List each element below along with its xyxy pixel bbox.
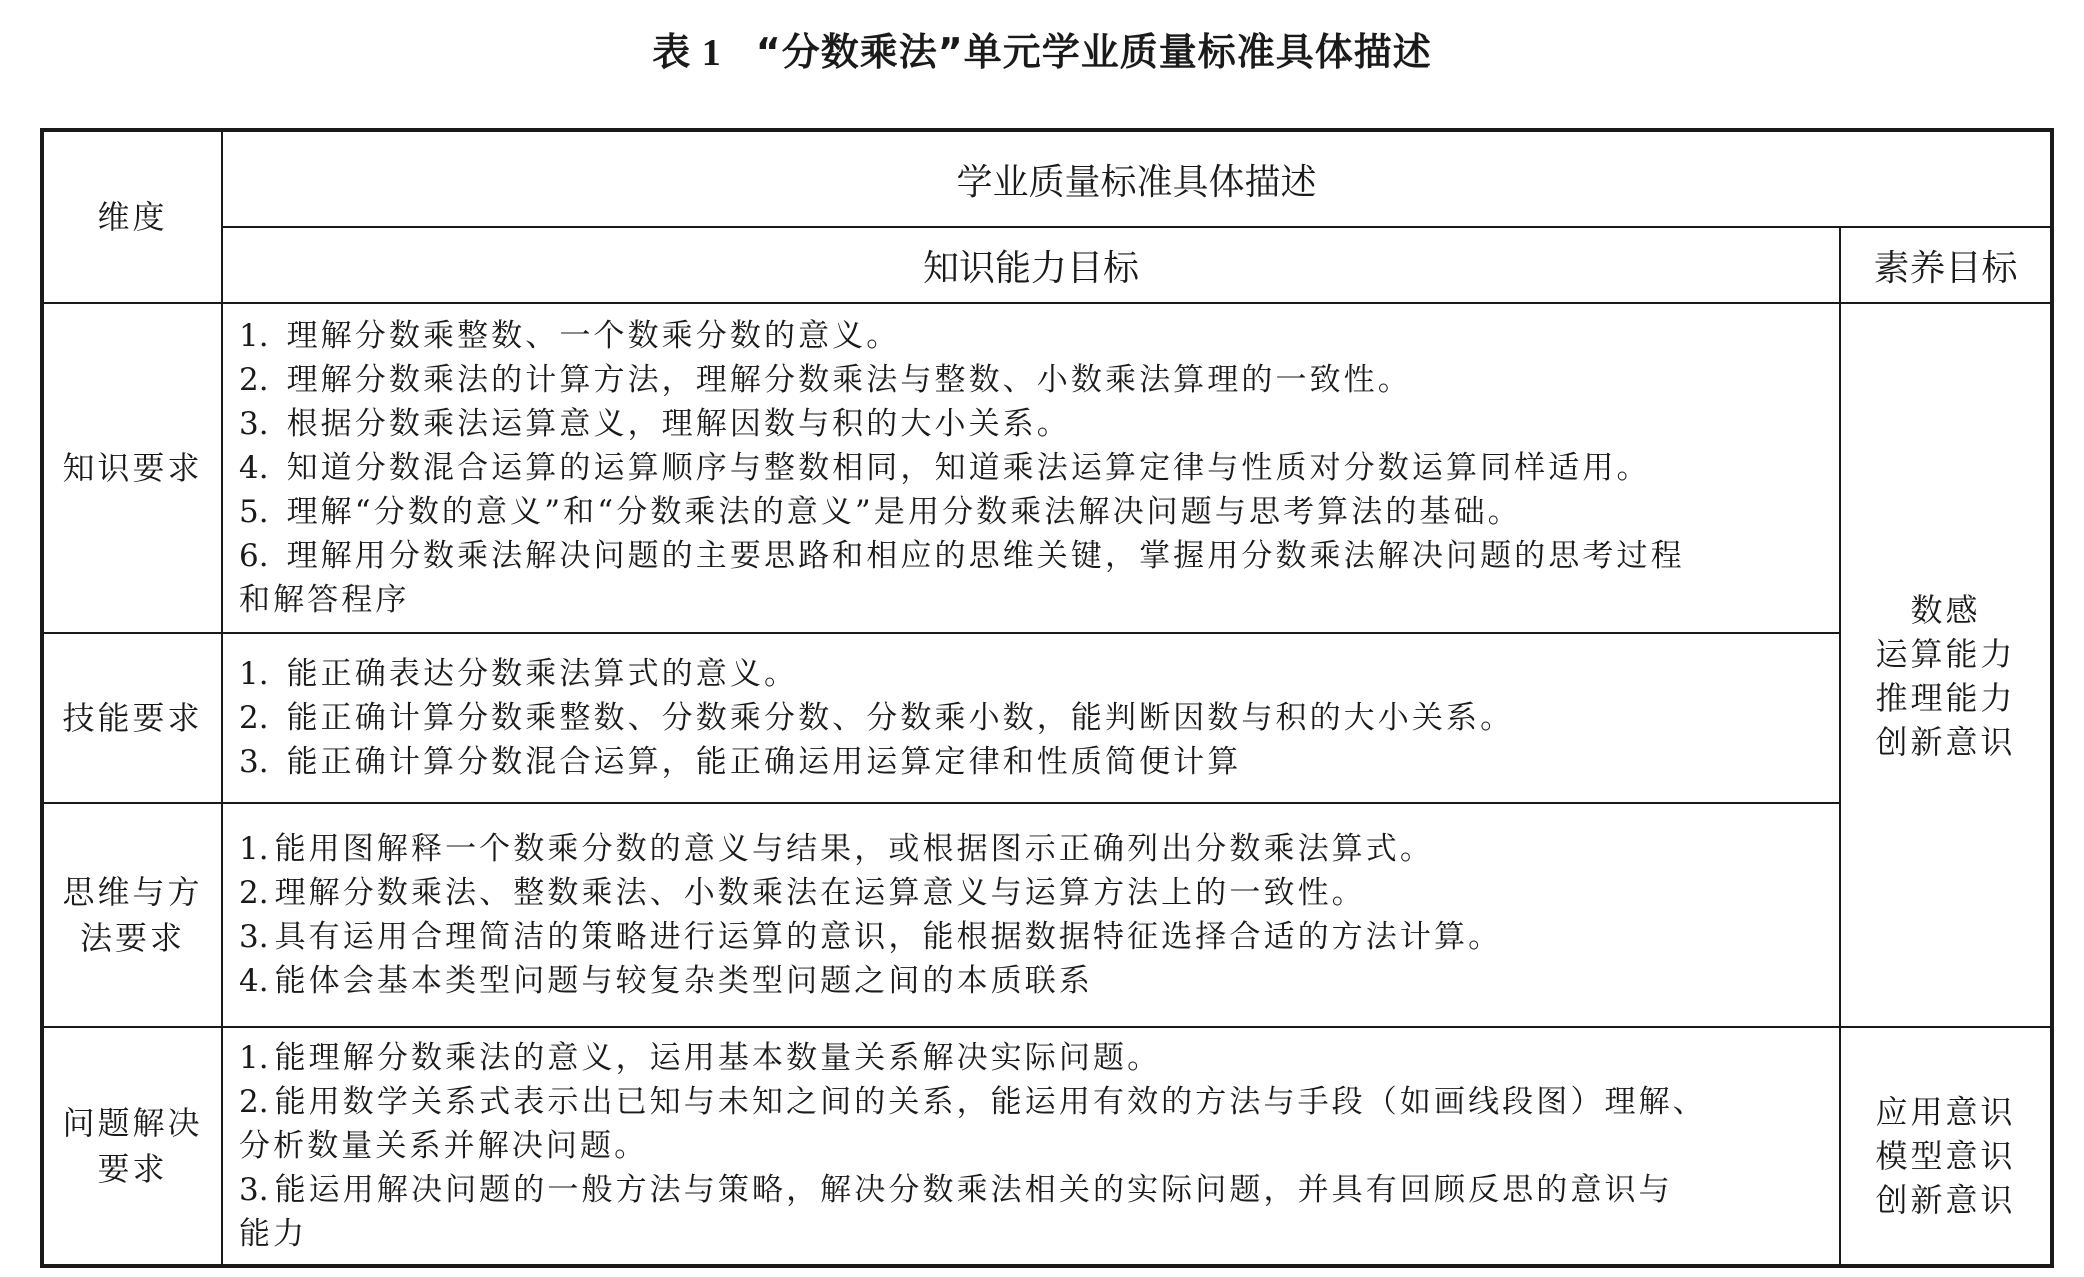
list-item-continuation: 能力 [239, 1215, 308, 1252]
list-item: 1. 能用图解释一个数乘分数的意义与结果，或根据图示正确列出分数乘法算式。 [239, 830, 1434, 867]
table-title: “分数乘法”单元学业质量标准具体描述 [755, 30, 1432, 74]
list-item: 3. 能正确计算分数混合运算，能正确运用运算定律和性质简便计算 [239, 743, 1242, 780]
list-item: 2. 理解分数乘法的计算方法，理解分数乘法与整数、小数乘法算理的一致性。 [239, 362, 1412, 399]
list-item: 4. 知道分数混合运算的运算顺序与整数相同，知道乘法运算定律与性质对分数运算同样适用。 [239, 450, 1651, 487]
literacy-goal: 创新意识 [1875, 722, 2016, 761]
table-number: 表 1 [652, 32, 722, 74]
dimension-label: 问题解决 [62, 1103, 203, 1142]
table-row-knowledge [42, 303, 2052, 633]
literacy-goal: 运算能力 [1875, 634, 2016, 673]
dimension-label: 要求 [97, 1149, 168, 1188]
quality-standard-table [40, 128, 2054, 1268]
literacy-goal: 应用意识 [1875, 1092, 2016, 1131]
header-dimension: 维度 [42, 130, 222, 303]
dimension-cell [42, 803, 222, 1027]
list-item: 1. 理解分数乘整数、一个数乘分数的意义。 [239, 318, 901, 355]
dimension-label: 法要求 [79, 918, 185, 957]
header-row-2 [42, 227, 2052, 303]
table-row-thinking [42, 803, 2052, 1027]
header-literacy: 素养目标 [1840, 227, 2052, 303]
dimension-cell [42, 1027, 222, 1266]
list-item: 6. 理解用分数乘法解决问题的主要思路和相应的思维关键，掌握用分数乘法解决问题的思考过程 [239, 538, 1685, 575]
header-row-1 [42, 130, 2052, 227]
dimension-label: 知识要求 [62, 449, 203, 488]
dimension-label: 技能要求 [62, 698, 203, 737]
list-item: 2. 理解分数乘法、整数乘法、小数乘法在运算意义与运算方法上的一致性。 [239, 874, 1366, 911]
list-item: 3. 能运用解决问题的一般方法与策略，解决分数乘法相关的实际问题，并具有回顾反思的意识与 [239, 1171, 1673, 1208]
list-item: 2. 能用数学关系式表示出已知与未知之间的关系，能运用有效的方法与手段（如画线段图）理解、 [239, 1083, 1707, 1120]
table-caption [0, 22, 2084, 83]
table-row-skills [42, 633, 2052, 802]
list-item: 5. 理解“分数的意义”和“分数乘法的意义”是用分数乘法解决问题与思考算法的基础。 [239, 494, 1522, 531]
literacy-goal: 数感 [1910, 590, 1981, 629]
list-item: 3. 具有运用合理简洁的策略进行运算的意识，能根据数据特征选择合适的方法计算。 [239, 918, 1503, 955]
dimension-cell [42, 303, 222, 633]
items-cell [222, 633, 1840, 802]
items-cell [222, 1027, 1840, 1266]
list-item: 3. 根据分数乘法运算意义，理解因数与积的大小关系。 [239, 406, 1071, 443]
list-item-continuation: 分析数量关系并解决问题。 [239, 1127, 649, 1164]
table-row-problem-solving [42, 1027, 2052, 1266]
header-description: 学业质量标准具体描述 [222, 130, 2052, 227]
dimension-cell [42, 633, 222, 802]
literacy-goals-cell [1840, 303, 2052, 1027]
list-item: 2. 能正确计算分数乘整数、分数乘分数、分数乘小数，能判断因数与积的大小关系。 [239, 699, 1515, 736]
list-item: 1. 能正确表达分数乘法算式的意义。 [239, 655, 799, 692]
list-item: 4. 能体会基本类型问题与较复杂类型问题之间的本质联系 [239, 962, 1093, 999]
items-cell [222, 803, 1840, 1027]
dimension-label: 思维与方 [62, 872, 203, 911]
items-cell [222, 303, 1840, 633]
literacy-goals-cell [1840, 1027, 2052, 1266]
literacy-goal: 推理能力 [1875, 678, 2016, 717]
literacy-goal: 模型意识 [1875, 1136, 2016, 1175]
list-item-continuation: 和解答程序 [239, 582, 410, 619]
literacy-goal: 创新意识 [1875, 1180, 2016, 1219]
list-item: 1. 能理解分数乘法的意义，运用基本数量关系解决实际问题。 [239, 1039, 1162, 1076]
header-knowledge-ability: 知识能力目标 [222, 227, 1840, 303]
